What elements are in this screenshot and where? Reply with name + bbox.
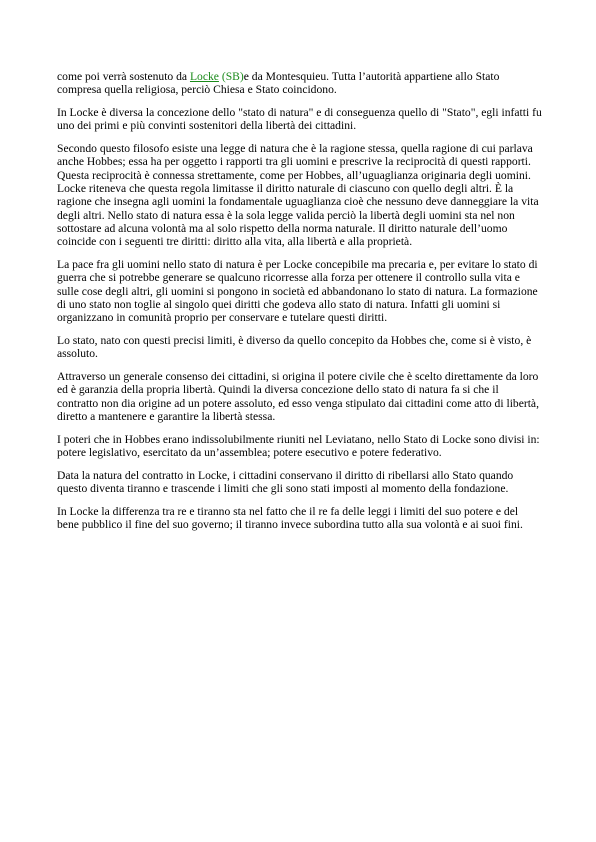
paragraph-1	[57, 70, 542, 97]
paragraph-1-lead: come poi verrà sostenuto da	[57, 70, 190, 83]
paragraph-5: Lo stato, nato con questi precisi limiti, è diverso da quello concepito da Hobbes che, come si è visto, è assoluto.	[57, 334, 532, 361]
paragraph-8: Data la natura del contratto in Locke, i cittadini conservano il diritto di ribellarsi allo Stato quando questo diventa tiranno e trascende i limiti che gli sono stati imposti al momento della fondazione.	[57, 468, 514, 496]
document-page	[57, 70, 542, 541]
paragraph-7: I poteri che in Hobbes erano indissolubilmente riuniti nel Leviatano, nello Stato di Locke sono divisi in: potere legislativo, esercitato da un’assemblea; potere esecutivo e potere federativo.	[57, 432, 540, 460]
paragraph-1-tail: e da Montesquieu. Tutta l’autorità appartiene allo Stato compresa quella religiosa, perciò Chiesa e Stato coincidono.	[57, 70, 500, 97]
paragraph-2: In Locke è diversa la concezione dello "stato di natura" e di conseguenza quello di "Stato", egli infatti fu uno dei primi e più convinti sostenitori della libertà dei cittadini.	[57, 106, 542, 133]
paragraph-3: Secondo questo filosofo esiste una legge di natura che è la ragione stessa, quella ragione di cui parlava anche Hobbes; essa ha per oggetto i rapporti tra gli uomini e prescrive la reciprocità di questi rapporti. Questa reciprocità è connessa strettamente, come per Hobbes, all’uguaglianza originaria degli uomini. Locke riteneva che questa regola limitasse il diritto naturale di ciascuno con quello degli altri. È la ragione che insegna agli uomini la fondamentale uguaglianza cioè che nessuno deve danneggiare la vita degli altri. Nello stato di natura essa è la sola legge valida perciò la libertà degli uomini sta nel non sottostare ad alcuna volontà ma al solo rispetto della norma naturale. Il diritto naturale dell’uomo coincide con i seguenti tre diritti: diritto alla vita, alla libertà e alla proprietà.	[57, 142, 539, 249]
paragraph-9: In Locke la differenza tra re e tiranno sta nel fatto che il re fa delle leggi i limiti del suo potere e del bene pubblico il fine del suo governo; il tiranno invece subordina tutto alla sua volontà e ai suoi fini.	[57, 505, 523, 532]
paragraph-4: La pace fra gli uomini nello stato di natura è per Locke concepibile ma precaria e, per evitare lo stato di guerra che si potrebbe generare se qualcuno ricorresse alla forza per ottenere il controllo sulla vita e sulle cose degli altri, gli uomini si pongono in società ed abbandonano lo stato di natura. La formazione di uno stato non toglie al singolo quei diritti che godeva allo stato di natura. Infatti gli uomini si organizzano in comunità proprio per conservare e tutelare questi diritti.	[57, 258, 538, 325]
sb-tag: (SB)	[218, 70, 244, 83]
locke-link[interactable]: Locke	[189, 70, 219, 83]
paragraph-6: Attraverso un generale consenso dei cittadini, si origina il potere civile che è scelto direttamente da loro ed è garanzia della propria libertà. Quindi la diversa concezione dello stato di natura fa si che il contratto non dia origine ad un potere assoluto, ed esso venga stipulato dai cittadini come atto di libertà, diretto a mantenere e garantire la libertà stessa.	[57, 370, 539, 424]
